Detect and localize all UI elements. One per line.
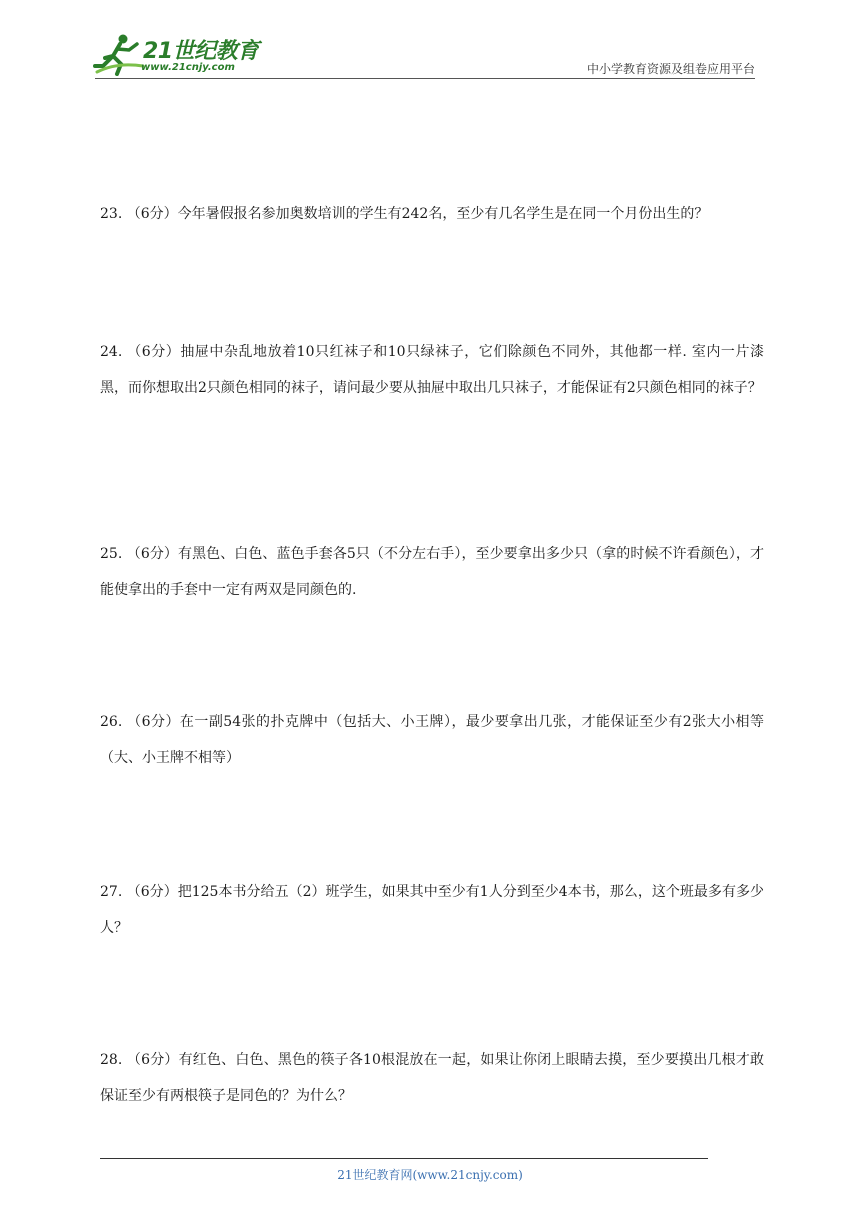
logo-brand-text: 21世纪教育 — [143, 39, 259, 64]
header-divider — [95, 78, 755, 79]
site-logo[interactable] — [93, 32, 263, 78]
question-26: 26. （6分）在一副54张的扑克牌中（包括大、小王牌），最少要拿出几张，才能保证至少有2张大小相等（大、小王牌不相等） — [100, 714, 764, 766]
question-24: 24. （6分）抽屉中杂乱地放着10只红袜子和10只绿袜子，它们除颜色不同外，其他都一样. 室内一片漆黑，而你想取出2只颜色相同的袜子，请问最少要从抽屉中取出几只袜子，才能保证有2只颜色相同的袜子？ — [100, 344, 764, 396]
question-25: 25. （6分）有黑色、白色、蓝色手套各5只（不分左右手），至少要拿出多少只（拿的时候不许看颜色），才能使拿出的手套中一定有两双是同颜色的. — [100, 546, 764, 598]
footer-divider — [100, 1158, 708, 1159]
footer-link[interactable]: 21世纪教育网(www.21cnjy.com) — [337, 1168, 523, 1182]
platform-tagline: 中小学教育资源及组卷应用平台 — [586, 62, 755, 76]
question-27: 27. （6分）把125本书分给五（2）班学生，如果其中至少有1人分到至少4本书，那么，这个班最多有多少人？ — [100, 884, 764, 936]
question-28: 28. （6分）有红色、白色、黑色的筷子各10根混放在一起，如果让你闭上眼睛去摸，至少要摸出几根才敢保证至少有两根筷子是同色的？为什么？ — [100, 1052, 764, 1104]
logo-url-text: www.21cnjy.com — [141, 62, 235, 73]
running-figure-icon — [93, 32, 145, 76]
question-23: 23. （6分）今年暑假报名参加奥数培训的学生有242名，至少有几名学生是在同一个月份出生的？ — [100, 206, 709, 222]
page-header — [0, 0, 860, 80]
